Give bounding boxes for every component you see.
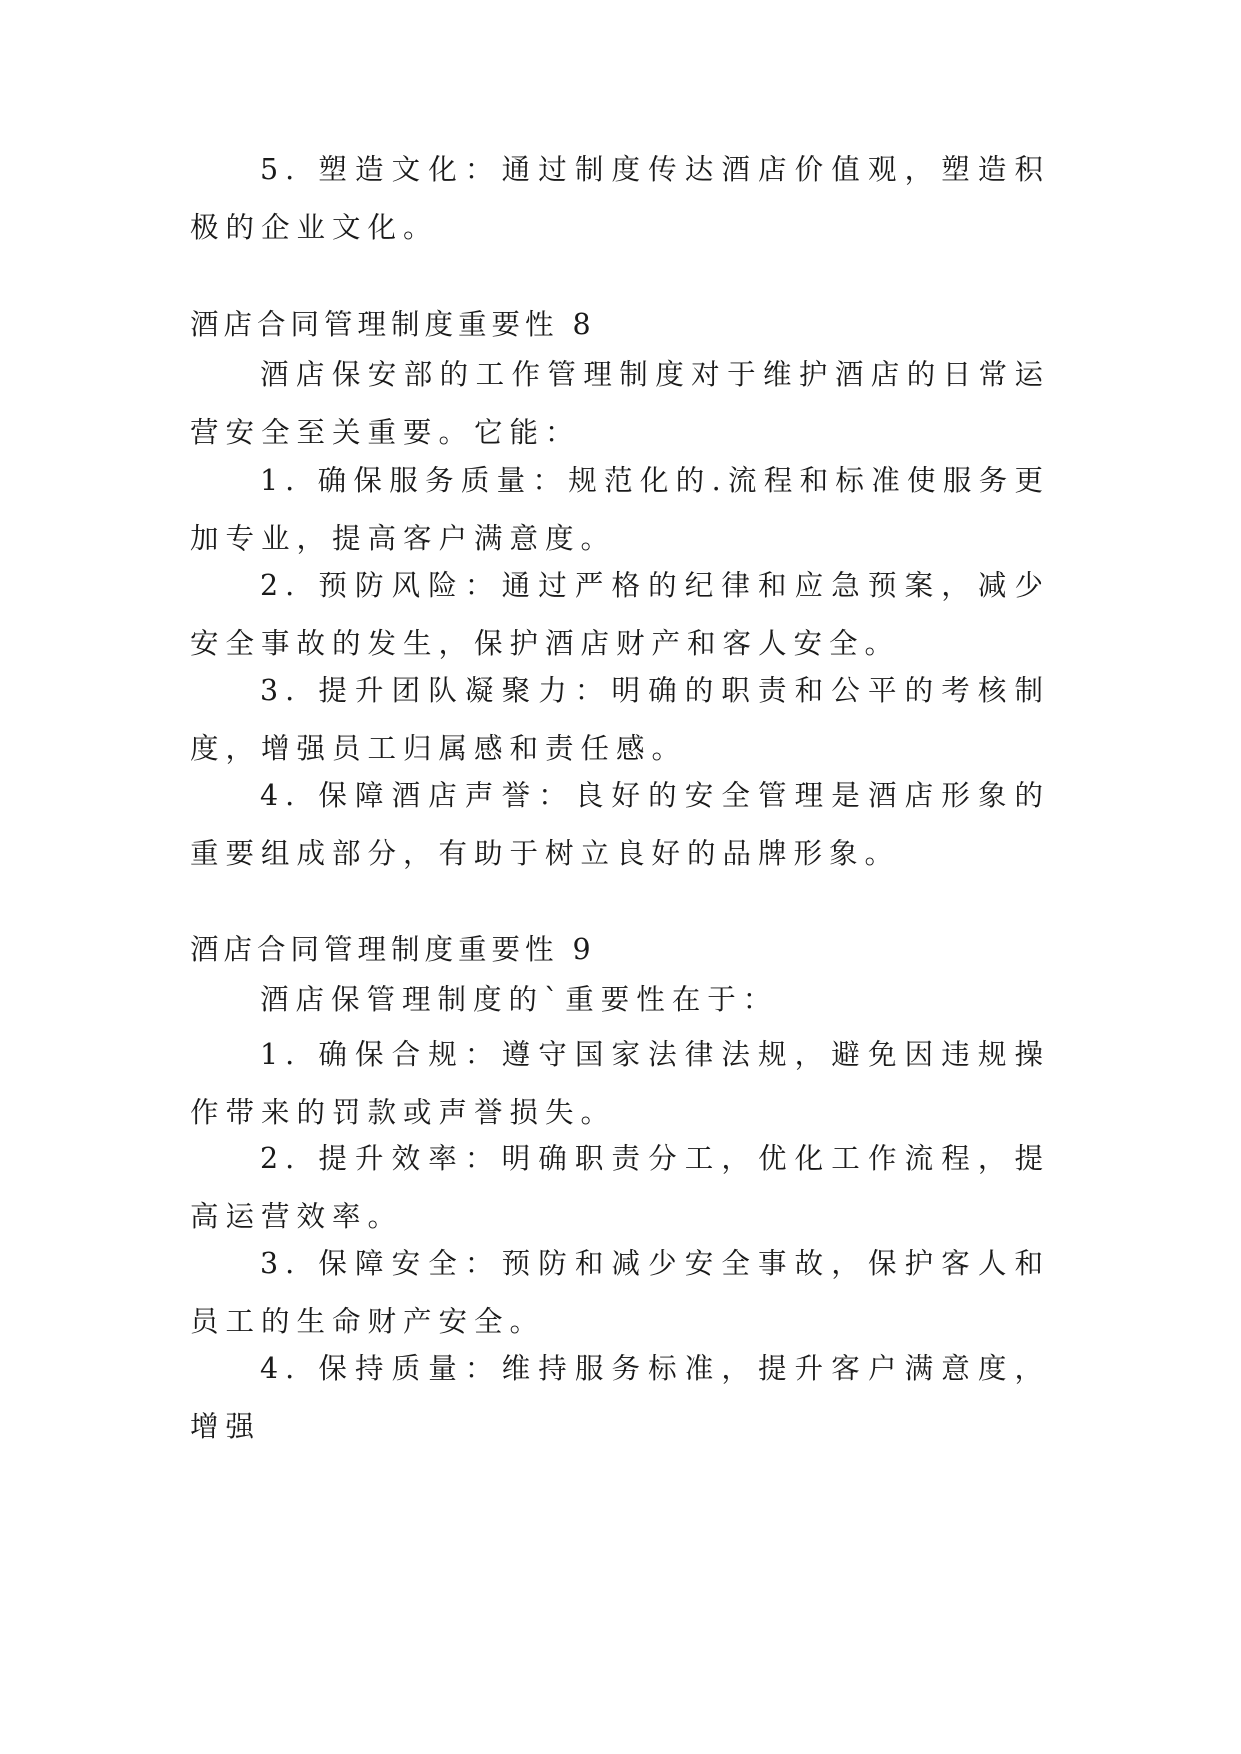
section-heading: 酒店合同管理制度重要性 9 — [190, 933, 596, 966]
list-item: 1. 确保合规：遵守国家法律法规，避免因违规操作带来的罚款或声誉损失。 — [190, 1038, 1050, 1129]
list-item: 3. 提升团队凝聚力：明确的职责和公平的考核制度，增强员工归属感和责任感。 — [190, 674, 1050, 765]
section-heading: 酒店合同管理制度重要性 8 — [190, 308, 596, 341]
paragraph: 酒店保安部的工作管理制度对于维护酒店的日常运营安全至关重要。它能： — [190, 358, 1050, 449]
list-item: 4. 保障酒店声誉：良好的安全管理是酒店形象的重要组成部分，有助于树立良好的品牌形象。 — [190, 779, 1050, 870]
list-item: 4. 保持质量：维持服务标准，提升客户满意度，增强 — [190, 1352, 1050, 1443]
list-item: 2. 提升效率：明确职责分工，优化工作流程，提高运营效率。 — [190, 1142, 1050, 1233]
list-item: 5. 塑造文化：通过制度传达酒店价值观，塑造积极的企业文化。 — [190, 153, 1050, 244]
list-item: 3. 保障安全：预防和减少安全事故，保护客人和员工的生命财产安全。 — [190, 1247, 1050, 1338]
list-item: 1. 确保服务质量：规范化的.流程和标准使服务更加专业，提高客户满意度。 — [190, 464, 1050, 555]
list-item: 2. 预防风险：通过严格的纪律和应急预案，减少安全事故的发生，保护酒店财产和客人安全。 — [190, 569, 1050, 660]
paragraph: 酒店保管理制度的`重要性在于： — [260, 983, 779, 1016]
